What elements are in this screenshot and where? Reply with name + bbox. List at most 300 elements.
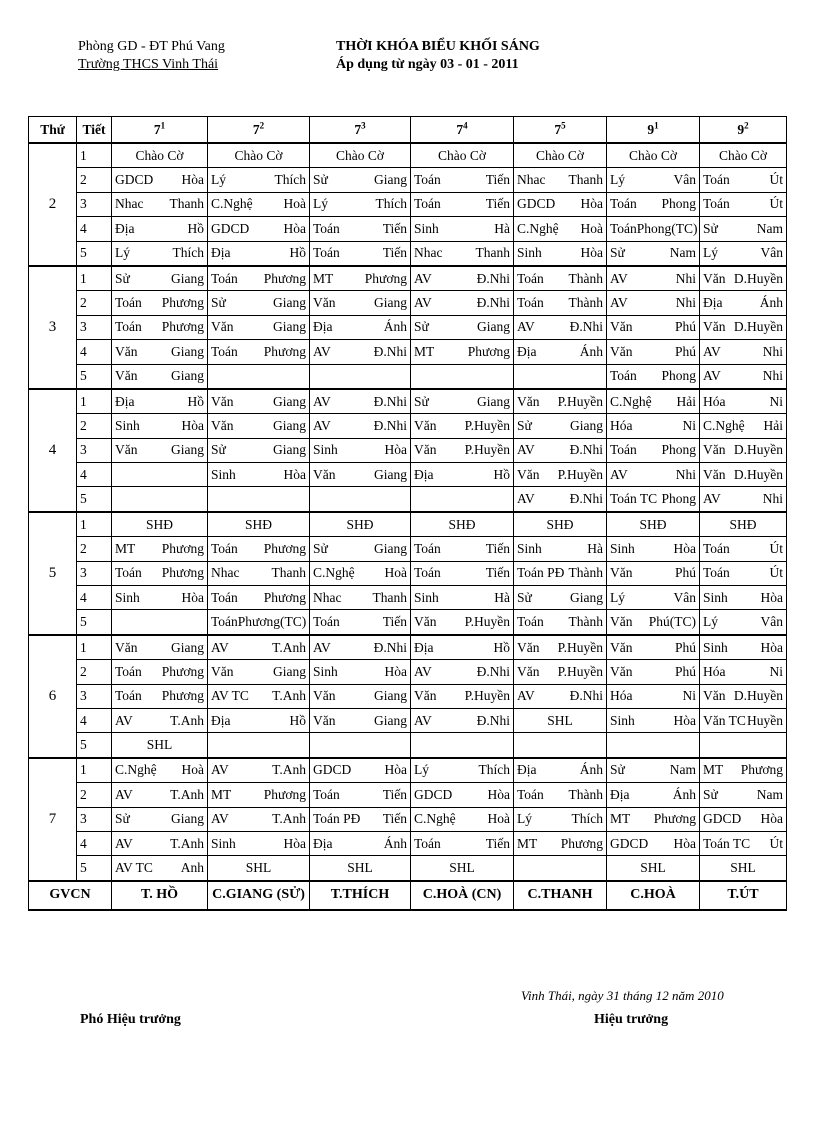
teacher: Vân <box>673 589 696 605</box>
subject: Toán <box>211 614 238 630</box>
period-cell: 2 <box>77 783 112 807</box>
subject: Nhac <box>414 245 443 261</box>
teacher: Phong <box>661 491 696 507</box>
lesson-cell <box>607 684 700 708</box>
lesson-cell <box>208 537 310 561</box>
teacher: Ánh <box>759 295 783 311</box>
col-header-period: Tiết <box>77 117 112 144</box>
lesson-cell <box>208 831 310 855</box>
subject: Toán <box>211 343 238 359</box>
teacher: Hòa <box>580 196 603 212</box>
teacher: Hòa <box>673 712 696 728</box>
subject: Văn <box>703 466 726 482</box>
class-number: 5 <box>561 120 566 130</box>
teacher: Út <box>769 172 783 188</box>
teacher: Huyền <box>747 712 783 728</box>
teacher: P.Huyền <box>464 442 510 458</box>
lesson-cell <box>208 217 310 241</box>
subject: Địa <box>115 393 135 409</box>
lesson-cell <box>208 807 310 831</box>
timetable-row <box>29 389 787 414</box>
teacher: T.Anh <box>170 712 204 728</box>
subject: Văn <box>115 639 138 655</box>
lesson-cell <box>607 610 700 635</box>
teacher: Hòa <box>181 589 204 605</box>
lesson-cell <box>607 266 700 291</box>
teacher: Thành <box>568 295 603 311</box>
subject: Lý <box>610 589 625 605</box>
lesson-cell <box>514 783 607 807</box>
lesson-cell <box>310 389 411 414</box>
lesson-cell <box>700 168 787 192</box>
teacher: T.Anh <box>272 639 306 655</box>
class-number: 4 <box>463 120 468 130</box>
lesson-cell <box>310 610 411 635</box>
period-cell: 1 <box>77 512 112 537</box>
lesson-cell <box>411 414 514 438</box>
subject: Văn <box>517 639 540 655</box>
teacher: Hòa <box>580 245 603 261</box>
lesson-cell <box>411 266 514 291</box>
teacher: Đ.Nhi <box>569 688 603 704</box>
subject: AV <box>703 343 721 359</box>
subject: Hóa <box>610 417 633 433</box>
timetable-row <box>29 758 787 783</box>
lesson-cell <box>607 463 700 487</box>
timetable-row <box>29 291 787 315</box>
lesson-cell <box>514 856 607 881</box>
teacher: Giang <box>374 295 407 311</box>
period-cell: 1 <box>77 143 112 168</box>
teacher: Đ.Nhi <box>476 270 510 286</box>
subject: Toán TC <box>610 491 658 507</box>
teacher: Phú <box>674 663 696 679</box>
teacher: Hòa <box>283 220 306 236</box>
teacher: Hải <box>763 417 783 433</box>
subject: Toán <box>313 245 340 261</box>
teacher: Phương <box>740 762 783 778</box>
class-grade: 7 <box>456 121 464 137</box>
subject: Văn <box>313 466 336 482</box>
subject: Chào Cờ <box>335 147 384 163</box>
class-grade: 7 <box>354 121 362 137</box>
subject: Địa <box>414 466 434 482</box>
class-grade: 7 <box>252 121 260 137</box>
lesson-cell <box>607 364 700 389</box>
teacher: Giang <box>273 295 306 311</box>
lesson-cell <box>514 217 607 241</box>
subject: Địa <box>313 319 333 335</box>
class-grade: 7 <box>153 121 161 137</box>
timetable-row <box>29 561 787 585</box>
lesson-cell <box>411 537 514 561</box>
homeroom-teacher: C.HOÀ <box>607 881 700 910</box>
teacher: Hoà <box>384 565 407 581</box>
subject: Văn <box>703 270 726 286</box>
timetable-row <box>29 217 787 241</box>
subject: Văn <box>517 393 540 409</box>
class-grade: 7 <box>554 121 562 137</box>
teacher: Phong(TC) <box>636 220 698 236</box>
lesson-cell <box>112 561 208 585</box>
lesson-cell <box>700 487 787 512</box>
teacher: Giang <box>374 172 407 188</box>
subject: Chào Cờ <box>437 147 486 163</box>
teacher: Tiến <box>485 196 510 212</box>
teacher: Ni <box>769 663 783 679</box>
subject: Văn <box>211 663 234 679</box>
teacher: Tiến <box>485 172 510 188</box>
lesson-cell <box>700 291 787 315</box>
lesson-cell <box>112 241 208 266</box>
subject: Toán PĐ <box>517 565 565 581</box>
lesson-cell <box>514 512 607 537</box>
lesson-cell <box>411 635 514 660</box>
subject: Sinh <box>610 540 635 556</box>
lesson-cell <box>208 389 310 414</box>
lesson-cell <box>514 537 607 561</box>
lesson-cell <box>208 512 310 537</box>
period-cell: 4 <box>77 708 112 732</box>
lesson-cell <box>514 733 607 758</box>
teacher: Nhi <box>675 295 696 311</box>
lesson-cell <box>700 512 787 537</box>
subject: SHĐ <box>346 516 374 532</box>
subject: Văn <box>517 466 540 482</box>
subject: Toán <box>313 220 340 236</box>
subject: Văn <box>610 663 633 679</box>
lesson-cell <box>411 783 514 807</box>
subject: AV <box>115 835 133 851</box>
teacher: Đ.Nhi <box>373 417 407 433</box>
teacher: T.Anh <box>170 786 204 802</box>
timetable-row <box>29 684 787 708</box>
lesson-cell <box>112 684 208 708</box>
lesson-cell <box>607 733 700 758</box>
teacher: Phương <box>263 589 306 605</box>
subject: AV <box>517 491 535 507</box>
teacher: Ni <box>682 417 696 433</box>
period-cell: 4 <box>77 586 112 610</box>
teacher: Anh <box>180 860 204 876</box>
effective-date: Áp dụng từ ngày 03 - 01 - 2011 <box>336 57 519 72</box>
subject: Văn <box>610 343 633 359</box>
subject: Nhac <box>211 565 240 581</box>
period-cell: 2 <box>77 537 112 561</box>
teacher: Thanh <box>475 245 510 261</box>
lesson-cell <box>607 438 700 462</box>
teacher: Tiến <box>485 565 510 581</box>
lesson-cell <box>112 291 208 315</box>
teacher: Hà <box>494 589 510 605</box>
teacher: Phú <box>674 343 696 359</box>
lesson-cell <box>310 463 411 487</box>
subject: Văn <box>414 417 437 433</box>
teacher: P.Huyền <box>557 393 603 409</box>
subject: Sử <box>610 245 625 261</box>
teacher: Tiến <box>382 614 407 630</box>
period-cell: 4 <box>77 217 112 241</box>
lesson-cell <box>607 487 700 512</box>
teacher: D.Huyền <box>733 688 783 704</box>
subject: Văn <box>610 639 633 655</box>
subject: Địa <box>313 835 333 851</box>
lesson-cell <box>514 586 607 610</box>
teacher: Giang <box>171 368 204 384</box>
subject: Toán <box>115 295 142 311</box>
subject: Sử <box>517 589 532 605</box>
timetable-row <box>29 537 787 561</box>
period-cell: 3 <box>77 807 112 831</box>
lesson-cell <box>112 143 208 168</box>
teacher: Hòa <box>760 639 783 655</box>
subject: SHĐ <box>639 516 667 532</box>
lesson-cell <box>607 168 700 192</box>
teacher: P.Huyền <box>557 639 603 655</box>
lesson-cell <box>112 192 208 216</box>
lesson-cell <box>112 783 208 807</box>
subject: Sinh <box>313 442 338 458</box>
timetable-row <box>29 610 787 635</box>
subject: Văn <box>703 442 726 458</box>
subject: Địa <box>517 343 537 359</box>
teacher: Hồ <box>493 466 510 482</box>
lesson-cell <box>411 831 514 855</box>
teacher: Phương <box>161 688 204 704</box>
teacher: Giang <box>171 442 204 458</box>
teacher: Phú <box>674 319 696 335</box>
subject: Toán <box>703 172 730 188</box>
subject: Toán <box>610 196 637 212</box>
subject: AV <box>313 393 331 409</box>
teacher: Phương <box>263 343 306 359</box>
lesson-cell <box>310 561 411 585</box>
period-cell: 3 <box>77 192 112 216</box>
teacher: Phong <box>661 442 696 458</box>
class-number: 1 <box>654 120 659 130</box>
subject: Địa <box>610 786 630 802</box>
lesson-cell <box>700 660 787 684</box>
subject: C.Nghệ <box>610 393 652 409</box>
teacher: Hòa <box>760 811 783 827</box>
lesson-cell <box>411 807 514 831</box>
subject: Văn <box>313 688 336 704</box>
teacher: Nam <box>669 245 696 261</box>
teacher: T.Anh <box>272 762 306 778</box>
subject: AV <box>610 295 628 311</box>
class-header <box>411 117 514 144</box>
subject: Chào Cờ <box>535 147 584 163</box>
subject: AV <box>414 295 432 311</box>
lesson-cell <box>411 217 514 241</box>
teacher: T.Anh <box>272 688 306 704</box>
lesson-cell <box>700 241 787 266</box>
timetable-row <box>29 315 787 339</box>
teacher: Thích <box>478 762 510 778</box>
lesson-cell <box>607 635 700 660</box>
subject: SHĐ <box>145 516 173 532</box>
lesson-cell <box>411 733 514 758</box>
timetable-row <box>29 487 787 512</box>
teacher: Hòa <box>487 786 510 802</box>
homeroom-teacher: C.THANH <box>514 881 607 910</box>
subject: Nhac <box>313 589 342 605</box>
lesson-cell <box>411 856 514 881</box>
lesson-cell <box>310 684 411 708</box>
teacher: Phương <box>161 565 204 581</box>
school-name: Trường THCS Vinh Thái <box>78 57 219 72</box>
subject: Toán <box>703 196 730 212</box>
subject: Văn <box>211 393 234 409</box>
subject: C.Nghệ <box>211 196 253 212</box>
lesson-cell <box>700 340 787 364</box>
lesson-cell <box>310 143 411 168</box>
teacher: Đ.Nhi <box>569 491 603 507</box>
lesson-cell <box>112 733 208 758</box>
lesson-cell <box>112 586 208 610</box>
subject: MT <box>115 540 136 556</box>
teacher: Phương <box>161 540 204 556</box>
lesson-cell <box>208 733 310 758</box>
period-cell: 1 <box>77 389 112 414</box>
subject: Sinh <box>211 835 236 851</box>
subject: SHL <box>547 712 573 728</box>
class-number: 1 <box>160 120 166 130</box>
lesson-cell <box>700 708 787 732</box>
subject: Sinh <box>517 540 542 556</box>
teacher: Phong <box>661 368 696 384</box>
teacher: Phương <box>161 663 204 679</box>
lesson-cell <box>208 414 310 438</box>
lesson-cell <box>112 610 208 635</box>
subject: SHĐ <box>546 516 574 532</box>
subject: Toán <box>610 442 637 458</box>
lesson-cell <box>208 340 310 364</box>
lesson-cell <box>514 610 607 635</box>
lesson-cell <box>607 660 700 684</box>
teacher: Hồ <box>187 220 204 236</box>
lesson-cell <box>310 315 411 339</box>
subject: Văn TC <box>703 712 746 728</box>
subject: Sinh <box>313 663 338 679</box>
lesson-cell <box>208 487 310 512</box>
teacher: Hòa <box>283 466 306 482</box>
subject: Sử <box>703 220 718 236</box>
subject: Địa <box>211 245 231 261</box>
subject: AV <box>211 811 229 827</box>
teacher: Phương <box>560 835 603 851</box>
lesson-cell <box>310 241 411 266</box>
subject: MT <box>211 786 232 802</box>
subject: Địa <box>414 639 434 655</box>
lesson-cell <box>310 733 411 758</box>
teacher: Hòa <box>283 835 306 851</box>
homeroom-teacher: T.THÍCH <box>310 881 411 910</box>
teacher: Út <box>769 540 783 556</box>
lesson-cell <box>700 192 787 216</box>
subject: Lý <box>115 245 130 261</box>
subject: Lý <box>313 196 328 212</box>
subject: MT <box>703 762 724 778</box>
lesson-cell <box>112 414 208 438</box>
lesson-cell <box>112 340 208 364</box>
teacher: D.Huyền <box>733 319 783 335</box>
lesson-cell <box>208 463 310 487</box>
subject: MT <box>414 343 435 359</box>
teacher: Nhi <box>762 343 783 359</box>
subject: Toán <box>517 786 544 802</box>
subject: AV <box>517 319 535 335</box>
lesson-cell <box>514 758 607 783</box>
subject: AV <box>414 663 432 679</box>
lesson-cell <box>607 241 700 266</box>
lesson-cell <box>208 708 310 732</box>
lesson-cell <box>700 758 787 783</box>
lesson-cell <box>208 241 310 266</box>
subject: Toán <box>517 614 544 630</box>
homeroom-teacher: C.HOÀ (CN) <box>411 881 514 910</box>
subject: Sử <box>703 786 718 802</box>
lesson-cell <box>112 487 208 512</box>
teacher: Út <box>769 835 783 851</box>
lesson-cell <box>607 192 700 216</box>
timetable-row <box>29 463 787 487</box>
teacher: Hòa <box>673 835 696 851</box>
lesson-cell <box>411 512 514 537</box>
lesson-cell <box>310 364 411 389</box>
lesson-cell <box>514 414 607 438</box>
subject: Văn <box>610 565 633 581</box>
teacher: Giang <box>273 417 306 433</box>
timetable <box>28 116 787 911</box>
lesson-cell <box>411 364 514 389</box>
subject: Văn <box>610 614 633 630</box>
lesson-cell <box>112 463 208 487</box>
lesson-cell <box>700 537 787 561</box>
class-header <box>514 117 607 144</box>
lesson-cell <box>607 414 700 438</box>
lesson-cell <box>700 217 787 241</box>
subject: Toán <box>211 270 238 286</box>
lesson-cell <box>411 660 514 684</box>
lesson-cell <box>514 561 607 585</box>
lesson-cell <box>607 315 700 339</box>
teacher: Đ.Nhi <box>373 343 407 359</box>
teacher: Giang <box>570 417 603 433</box>
teacher: Phương <box>364 270 407 286</box>
lesson-cell <box>208 660 310 684</box>
day-cell: 3 <box>29 266 77 389</box>
lesson-cell <box>411 586 514 610</box>
period-cell: 4 <box>77 831 112 855</box>
period-cell: 2 <box>77 291 112 315</box>
lesson-cell <box>514 684 607 708</box>
subject: MT <box>517 835 538 851</box>
teacher: Giang <box>171 639 204 655</box>
lesson-cell <box>607 561 700 585</box>
subject: Toán <box>313 614 340 630</box>
subject: SHL <box>347 860 373 876</box>
teacher: Phương <box>653 811 696 827</box>
subject: Toán <box>517 295 544 311</box>
subject: C.Nghệ <box>517 220 559 236</box>
subject: Sử <box>115 811 130 827</box>
teacher: Ánh <box>383 835 407 851</box>
subject: Toán <box>703 540 730 556</box>
lesson-cell <box>607 856 700 881</box>
teacher: Thích <box>375 196 407 212</box>
lesson-cell <box>700 733 787 758</box>
